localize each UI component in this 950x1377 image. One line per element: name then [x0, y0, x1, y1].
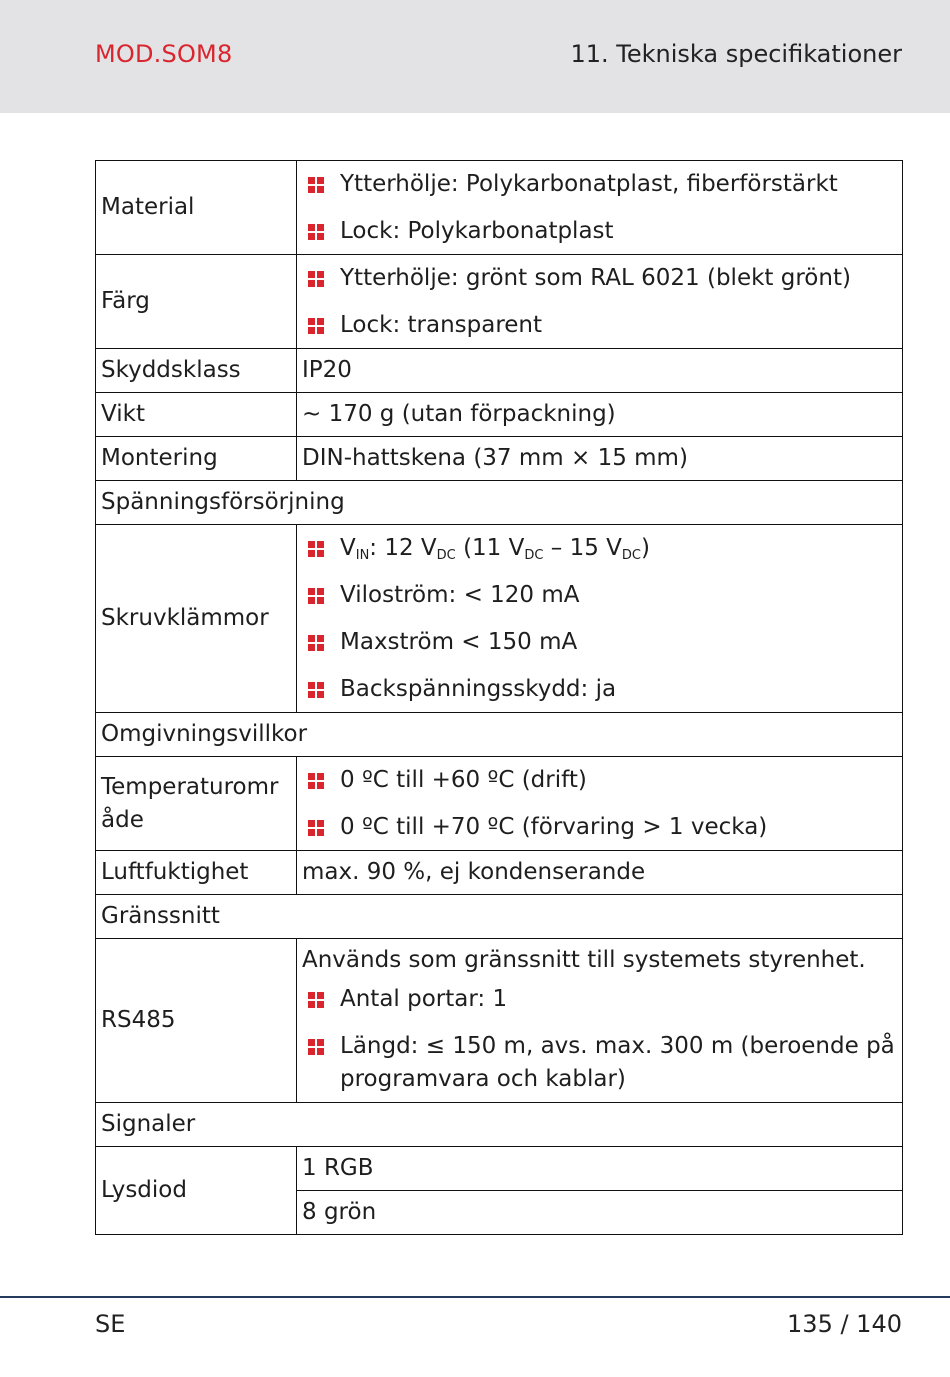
row-value-skyddsklass: IP20	[297, 349, 903, 393]
list-item: Ytterhölje: Polykarbonatplast, fiberförstärkt	[302, 168, 897, 201]
list-item: Maxström < 150 mA	[302, 626, 897, 659]
bullet-icon	[308, 773, 324, 789]
table-row	[96, 757, 903, 851]
row-label-vikt: Vikt	[96, 393, 297, 437]
bullet-icon	[308, 224, 324, 240]
list-item: Lock: Polykarbonatplast	[302, 215, 897, 248]
section-heading-interface: Gränssnitt	[96, 895, 903, 939]
list-item: Antal portar: 1	[302, 983, 897, 1016]
row-label-farg: Färg	[96, 255, 297, 349]
table-row	[96, 895, 903, 939]
list-item: 0 ºC till +60 ºC (drift)	[302, 764, 897, 797]
list-item: Lock: transparent	[302, 309, 897, 342]
bullet-icon	[308, 635, 324, 651]
bullet-icon	[308, 271, 324, 287]
table-row	[96, 481, 903, 525]
table-row	[96, 713, 903, 757]
section-heading-env: Omgivningsvillkor	[96, 713, 903, 757]
row-label-skruvklammor: Skruvklämmor	[96, 525, 297, 713]
brand-title: MOD.SOM8	[95, 40, 233, 68]
row-value-farg	[297, 255, 903, 349]
row-label-montering: Montering	[96, 437, 297, 481]
bullet-icon	[308, 682, 324, 698]
table-row	[96, 1147, 903, 1191]
row-value-montering: DIN-hattskena (37 mm × 15 mm)	[297, 437, 903, 481]
list-item: 0 ºC till +70 ºC (förvaring > 1 vecka)	[302, 811, 897, 844]
bullet-icon	[308, 1039, 324, 1055]
list-item: Ytterhölje: grönt som RAL 6021 (blekt grönt)	[302, 262, 897, 295]
page-header	[0, 0, 950, 113]
section-heading-power: Spänningsförsörjning	[96, 481, 903, 525]
row-label-skyddsklass: Skyddsklass	[96, 349, 297, 393]
table-row	[96, 939, 903, 1103]
table-row	[96, 349, 903, 393]
row-label-lysdiod: Lysdiod	[96, 1147, 297, 1235]
row-label-rs485: RS485	[96, 939, 297, 1103]
row-value-vikt: ~ 170 g (utan förpackning)	[297, 393, 903, 437]
spec-table	[95, 160, 903, 1235]
row-value-temperatur	[297, 757, 903, 851]
section-heading-signals: Signaler	[96, 1103, 903, 1147]
row-value-lysdiod-rgb: 1 RGB	[297, 1147, 903, 1191]
row-label-material: Material	[96, 161, 297, 255]
row-value-lysdiod-gron: 8 grön	[297, 1191, 903, 1235]
row-label-luftfuktighet: Luftfuktighet	[96, 851, 297, 895]
table-row	[96, 161, 903, 255]
list-item: Viloström: < 120 mA	[302, 579, 897, 612]
list-item: Längd: ≤ 150 m, avs. max. 300 m (beroende på programvara och kablar)	[302, 1030, 897, 1096]
bullet-icon	[308, 177, 324, 193]
bullet-icon	[308, 820, 324, 836]
list-item-vin: $V_{IN}$: 12 $V_{DC}$ (11 $V_{DC} - 15$ $V_{DC}$)	[302, 532, 897, 565]
row-value-rs485	[297, 939, 903, 1103]
bullet-icon	[308, 588, 324, 604]
table-row	[96, 1103, 903, 1147]
table-row	[96, 525, 903, 713]
rs485-intro: Används som gränssnitt till systemets styrenhet.	[302, 947, 866, 973]
list-item: Backspänningsskydd: ja	[302, 673, 897, 706]
language-code: SE	[95, 1310, 126, 1338]
row-value-skruvklammor	[297, 525, 903, 713]
chapter-title: 11. Tekniska specifikationer	[570, 40, 902, 68]
row-value-material	[297, 161, 903, 255]
page-number: 135 / 140	[787, 1310, 902, 1338]
table-row	[96, 437, 903, 481]
footer-divider	[0, 1296, 950, 1298]
row-label-temperatur: Temperaturomr åde	[96, 757, 297, 851]
bullet-icon	[308, 318, 324, 334]
table-row	[96, 851, 903, 895]
table-row	[96, 393, 903, 437]
bullet-icon	[308, 992, 324, 1008]
bullet-icon	[308, 541, 324, 557]
table-row	[96, 255, 903, 349]
row-value-luftfuktighet: max. 90 %, ej kondenserande	[297, 851, 903, 895]
